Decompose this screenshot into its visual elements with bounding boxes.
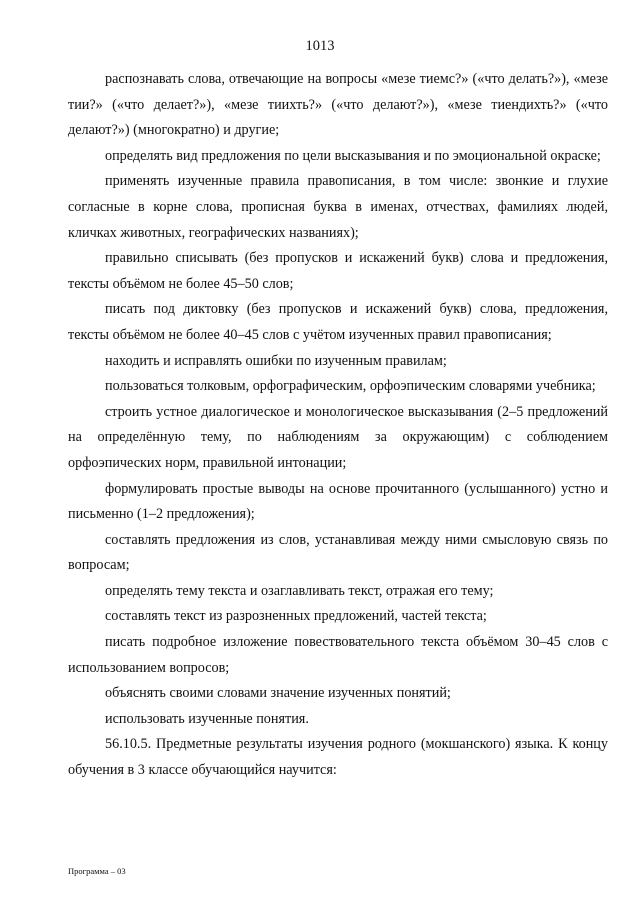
paragraph: использовать изученные понятия. bbox=[105, 710, 309, 727]
paragraph: писать под диктовку (без пропусков и искажений букв) слова, предложения, тексты объёмом не более 40–45 слов с учётом изученных правил правописания; bbox=[68, 301, 608, 343]
paragraph: правильно списывать (без пропусков и искажений букв) слова и предложения, тексты объёмом не более 45–50 слов; bbox=[68, 250, 608, 292]
paragraph: строить устное диалогическое и монологическое высказывания (2–5 предложений на определённую тему, по наблюдениям за окружающим) с соблюдением орфоэпических норм, правильной интонации; bbox=[68, 403, 608, 471]
paragraph: составлять предложения из слов, устанавливая между ними смысловую связь по вопросам; bbox=[68, 531, 608, 574]
paragraph: применять изученные правила правописания, в том числе: звонкие и глухие согласные в корне слова, прописная буква в именах, отчествах, фамилиях людей, кличках животных, географических названиях); bbox=[68, 173, 608, 241]
page-number: 1013 bbox=[305, 38, 335, 54]
section-heading-paragraph: 56.10.5. Предметные результаты изучения родного (мокшанского) языка. К концу обучения в 3 классе обучающийся научится: bbox=[68, 736, 608, 779]
paragraph: находить и исправлять ошибки по изученным правилам; bbox=[105, 352, 447, 369]
paragraph: определять тему текста и озаглавливать текст, отражая его тему; bbox=[105, 582, 494, 599]
paragraph: пользоваться толковым, орфографическим, орфоэпическим словарями учебника; bbox=[105, 378, 596, 395]
paragraph: писать подробное изложение повествовательного текста объёмом 30–45 слов с использованием вопросов; bbox=[68, 634, 608, 676]
paragraph: составлять текст из разрозненных предложений, частей текста; bbox=[105, 608, 487, 625]
paragraph: определять вид предложения по цели высказывания и по эмоциональной окраске; bbox=[105, 147, 601, 164]
paragraph: распознавать слова, отвечающие на вопросы «мезе тиемс?» («что делать?»), «мезе тии?» («что делает?»), «мезе тиихть?» («что делают?»), «мезе тиендихть?» («что делают?») (многократно) и другие; bbox=[68, 71, 608, 139]
paragraph: объяснять своими словами значение изученных понятий; bbox=[105, 685, 451, 702]
paragraph: формулировать простые выводы на основе прочитанного (услышанного) устно и письменно (1–2 предложения); bbox=[68, 480, 608, 523]
body-text bbox=[68, 67, 608, 784]
footer-label: Программа – 03 bbox=[68, 866, 126, 876]
